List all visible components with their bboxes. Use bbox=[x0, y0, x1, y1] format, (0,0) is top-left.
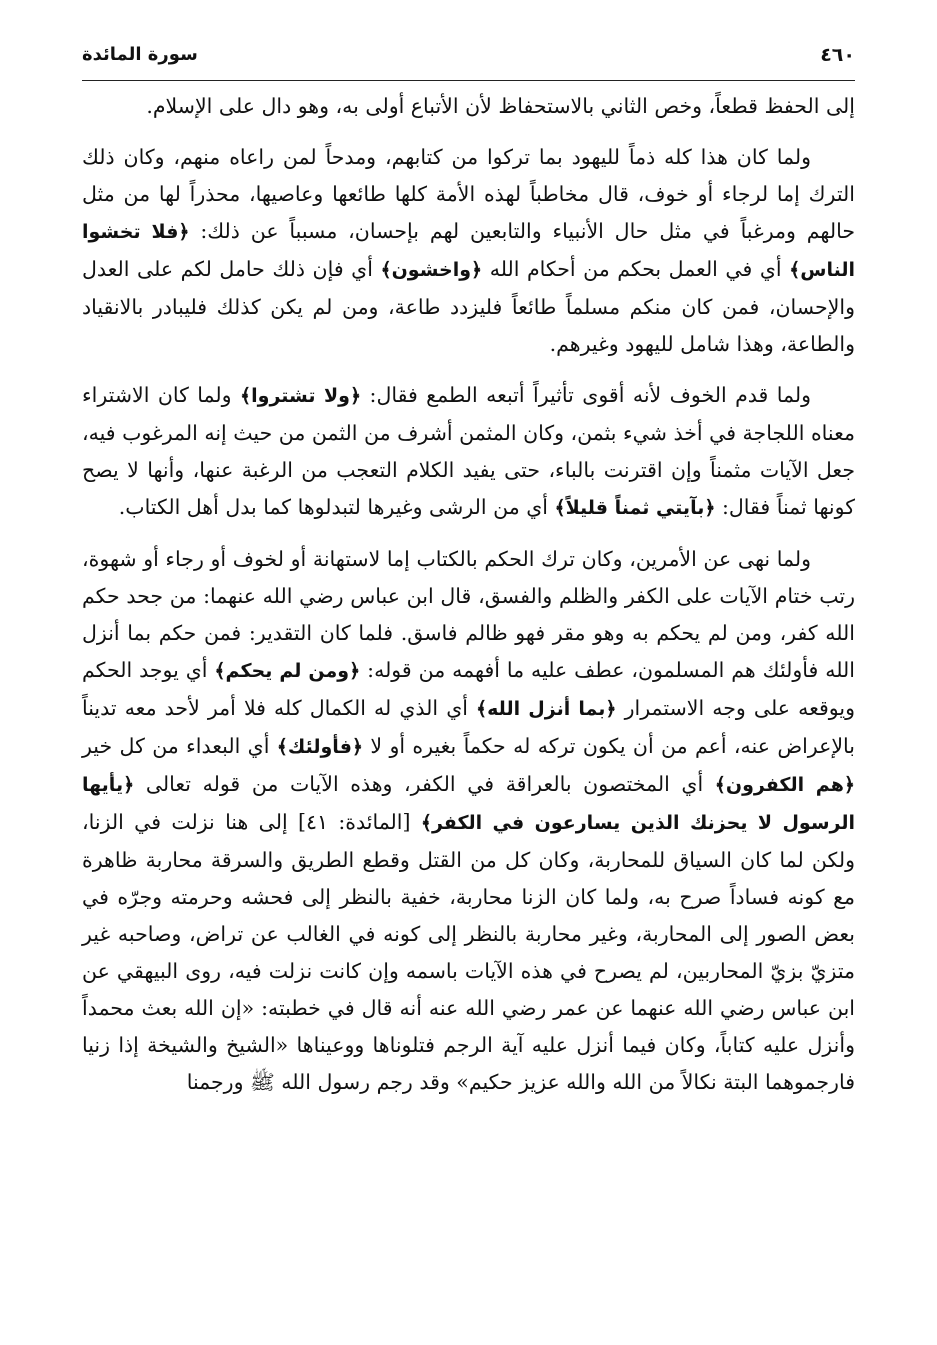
text-run: أي من الرشى وغيرها لتبدلوها كما بدل أهل الكتاب. bbox=[118, 495, 555, 519]
quran-quote: ﴿فلا تخشوا الناس﴾ bbox=[82, 221, 855, 281]
quran-quote: ﴿يأيها الرسول لا يحزنك الذين يسارعون في الكفر﴾ bbox=[82, 774, 855, 834]
quran-quote: ﴿هم الكفرون﴾ bbox=[714, 774, 856, 796]
paragraph bbox=[82, 541, 855, 1101]
text-run: إلى الحفظ قطعاً، وخص الثاني بالاستحفاظ لأن الأتباع أولى به، وهو دال على الإسلام. bbox=[146, 94, 855, 118]
text-run: ولما كان هذا كله ذماً لليهود بما تركوا من كتابهم، ومدحاً لمن راعاه منهم، وكان ذلك الترك إما لرجاء أو خوف، قال مخاطباً لهذه الأمة كلها طائعها وعاصيها، محذراً لها من مثل حالهم ومرغباً في مثل حال الأنبياء والتابعين لهم بإحسان، مسبباً عن ذلك: bbox=[82, 145, 856, 243]
quran-quote: ﴿ومن لم يحكم﴾ bbox=[214, 660, 361, 682]
text-run: ولما نهى عن الأمرين، وكان ترك الحكم بالكتاب إما لاستهانة أو لخوف أو رجاء أو شهوة، رتب ختام الآيات على الكفر والظلم والفسق، قال ابن عباس رضي الله عنهما: من جحد حكم الله كفر، ومن لم يحكم به وهو مقر فهو ظالم فاسق. فلما كان التقدير: فمن حكم بما أنزل الله فأولئك هم المسلمون، عطف عليه ما أفهمه من قوله: bbox=[82, 547, 855, 682]
surah-title: سورة المائدة bbox=[82, 44, 198, 65]
quran-quote: ﴿بما أنزل الله﴾ bbox=[476, 698, 617, 720]
text-run: ولما كان الاشتراء معناه اللجاجة في أخذ شيء بثمن، وكان المثمن أشرف من الثمن من حيث إنه المرغوب فيه، جعل الآيات مثمناً وإن اقترنت بالباء، حتى يفيد الكلام التعجب من الرغبة عنها، وأنها لا يصح كونها ثمناً فقال: bbox=[82, 383, 855, 519]
text-run: أي الذي له الكمال كله فلا أمر لأحد معه تديناً بالإعراض عنه، أعم من أن يكون تركه له حكماً بغيره أو لا bbox=[82, 696, 855, 758]
running-header bbox=[82, 40, 855, 81]
text-run: ولما قدم الخوف لأنه أقوى تأثيراً أتبعه الطمع فقال: bbox=[361, 383, 812, 407]
paragraph bbox=[82, 88, 855, 125]
quran-quote: ﴿ولا تشتروا﴾ bbox=[239, 385, 362, 407]
paragraph bbox=[82, 377, 855, 527]
text-run: أي البعداء من كل خير bbox=[82, 734, 277, 758]
text-run: أي يوجد الحكم ويوقعه على وجه الاستمرار bbox=[82, 658, 855, 720]
body-text bbox=[82, 88, 855, 1115]
page-number: ٤٦٠ bbox=[820, 44, 855, 66]
quran-quote: ﴿بآيتي ثمناً قليلاً﴾ bbox=[554, 497, 716, 519]
quran-quote: ﴿واخشون﴾ bbox=[380, 259, 483, 281]
paragraph bbox=[82, 139, 855, 363]
text-run: أي فإن ذلك حامل لكم على العدل والإحسان، فمن كان منكم مسلماً طائعاً فليزدد طاعة، ومن لم يكن كذلك فليبادر بالانقياد والطاعة، وهذا شامل لليهود وغيرهم. bbox=[82, 257, 855, 356]
text-run: [المائدة: ٤١] إلى هنا نزلت في الزنا، ولكن لما كان السياق للمحاربة، وكان كل من القتل وقطع الطريق والسرقة محاربة ظاهرة مع كونه فساداً صرح به، ولما كان الزنا محاربة، خفية بالنظر إلى فحشه وحرمته وجرّه في بعض الصور إلى المحاربة، وغير محاربة بالنظر إلى كونه في الغالب عن تراض، وصاحبه غير متزيّ بزيّ المحاربين، لم يصرح في هذه الآيات باسمه وإن كانت نزلت فيه، روى البيهقي عن ابن عباس رضي الله عنهما عن عمر رضي الله عنه أنه قال في خطبته: «إن الله بعث محمداً وأنزل عليه كتاباً، وكان فيما أنزل عليه آية الرجم فتلوناها ووعيناها «الشيخ والشيخة إذا زنيا فارجموهما البتة نكالاً من الله والله عزيز حكيم» وقد رجم رسول الله ﷺ ورجمنا bbox=[82, 810, 855, 1094]
text-run: أي في العمل بحكم من أحكام الله bbox=[482, 257, 790, 281]
quran-quote: ﴿فأولئك﴾ bbox=[276, 736, 364, 758]
text-run: أي المختصون بالعراقة في الكفر، وهذه الآيات من قوله تعالى bbox=[134, 772, 715, 796]
